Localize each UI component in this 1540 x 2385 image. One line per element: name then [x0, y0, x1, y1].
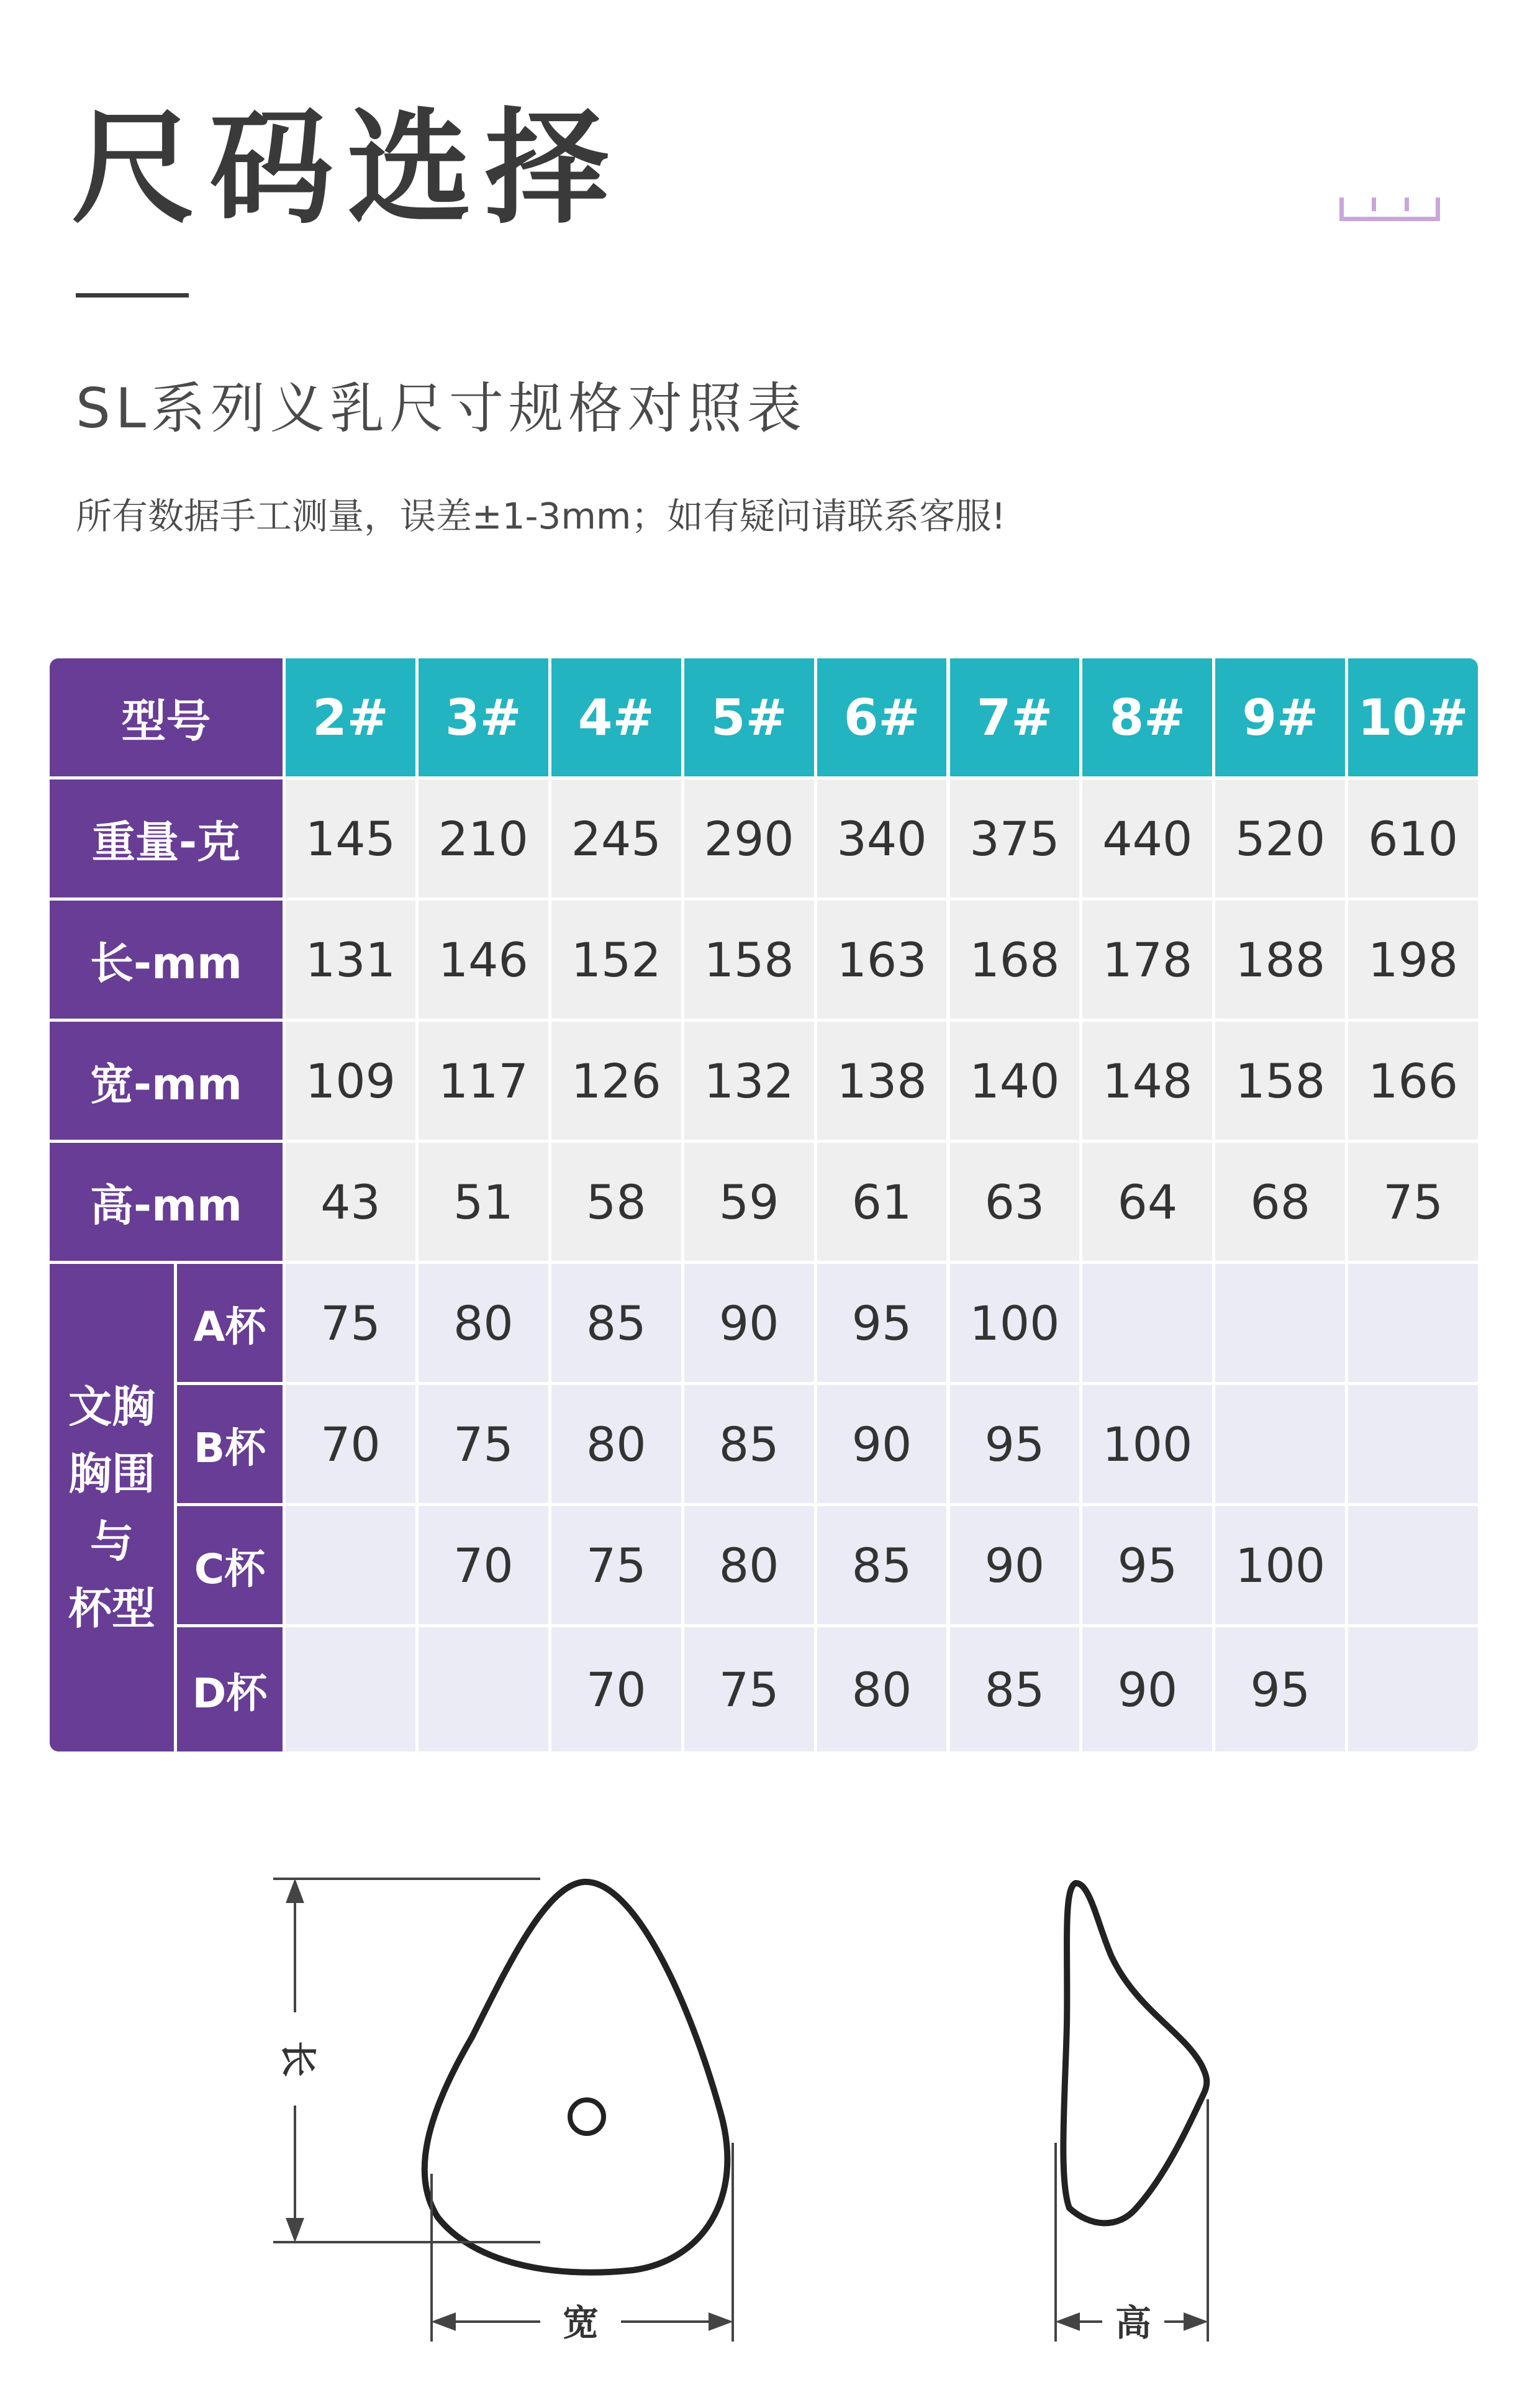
- table-cell: 70: [286, 1385, 415, 1503]
- length-label: 长: [277, 2040, 319, 2078]
- table-cell: 166: [1348, 1022, 1478, 1140]
- table-cell: 70: [551, 1627, 681, 1751]
- table-cell: 100: [950, 1264, 1080, 1382]
- table-cell: 95: [817, 1264, 947, 1382]
- table-cell: [1215, 1385, 1345, 1503]
- table-cell: 90: [684, 1264, 814, 1382]
- size-header: 2#: [286, 658, 415, 776]
- header-label: 型号: [50, 658, 283, 776]
- table-cell: 146: [419, 901, 548, 1019]
- table-cell: 75: [551, 1506, 681, 1624]
- cup-label: C杯: [177, 1506, 283, 1624]
- table-cell: 158: [1215, 1022, 1345, 1140]
- table-cell: 375: [950, 779, 1080, 897]
- table-cell: 85: [684, 1385, 814, 1503]
- table-cell: 95: [1082, 1506, 1212, 1624]
- table-cell: 198: [1348, 901, 1478, 1019]
- table-cell: 163: [817, 901, 947, 1019]
- side-view: [1063, 1883, 1207, 2223]
- table-cell: 152: [551, 901, 681, 1019]
- table-cell: 70: [419, 1506, 548, 1624]
- table-cell: 64: [1082, 1143, 1212, 1261]
- bra-group-label-line: 文胸: [68, 1381, 155, 1432]
- table-cell: 80: [551, 1385, 681, 1503]
- size-header: 4#: [551, 658, 681, 776]
- table-cell: 440: [1082, 779, 1212, 897]
- front-view: [425, 1882, 728, 2273]
- table-cell: [1082, 1264, 1212, 1382]
- table-cell: 610: [1348, 779, 1478, 897]
- table-cell: 58: [551, 1143, 681, 1261]
- prosthesis-front-outline: [425, 1882, 728, 2273]
- table-cell: 138: [817, 1022, 947, 1140]
- row-label: 长-mm: [50, 901, 283, 1019]
- table-cell: [286, 1627, 415, 1751]
- prosthesis-side-outline: [1063, 1883, 1207, 2223]
- table-cell: 59: [684, 1143, 814, 1261]
- table-cell: 178: [1082, 901, 1212, 1019]
- table-cell: 158: [684, 901, 814, 1019]
- table-cell: [1348, 1385, 1478, 1503]
- table-cell: 75: [1348, 1143, 1478, 1261]
- bra-group-label-line: 胸围: [68, 1448, 155, 1499]
- size-header: 8#: [1082, 658, 1212, 776]
- cup-label: A杯: [177, 1264, 283, 1382]
- table-cell: 117: [419, 1022, 548, 1140]
- title-underline: [76, 293, 188, 298]
- row-label: 重量-克: [50, 779, 283, 897]
- table-cell: 131: [286, 901, 415, 1019]
- table-cell: 85: [551, 1264, 681, 1382]
- table-cell: 95: [1215, 1627, 1345, 1751]
- table-cell: 340: [817, 779, 947, 897]
- table-cell: 95: [950, 1385, 1080, 1503]
- table-cell: 85: [950, 1627, 1080, 1751]
- table-cell: 61: [817, 1143, 947, 1261]
- table-cell: 75: [286, 1264, 415, 1382]
- table-cell: 75: [419, 1385, 548, 1503]
- table-cell: 290: [684, 779, 814, 897]
- table-cell: 68: [1215, 1143, 1345, 1261]
- size-header: 5#: [684, 658, 814, 776]
- bra-group-label-line: 与: [90, 1515, 134, 1567]
- table-cell: [1348, 1627, 1478, 1751]
- page-subtitle: SL系列义乳尺寸规格对照表: [76, 376, 807, 440]
- table-cell: 188: [1215, 901, 1345, 1019]
- table-cell: 210: [419, 779, 548, 897]
- table-cell: 90: [950, 1506, 1080, 1624]
- table-cell: 126: [551, 1022, 681, 1140]
- table-cell: 520: [1215, 779, 1345, 897]
- table-cell: 43: [286, 1143, 415, 1261]
- table-cell: [286, 1506, 415, 1624]
- table-cell: 80: [817, 1627, 947, 1751]
- table-cell: 140: [950, 1022, 1080, 1140]
- table-cell: 85: [817, 1506, 947, 1624]
- page-title: 尺码选择: [71, 96, 623, 241]
- ruler-icon: [1339, 198, 1440, 221]
- size-header: 6#: [817, 658, 947, 776]
- table-cell: [1348, 1264, 1478, 1382]
- table-cell: 80: [684, 1506, 814, 1624]
- size-header: 7#: [950, 658, 1080, 776]
- table-cell: 90: [817, 1385, 947, 1503]
- table-cell: 75: [684, 1627, 814, 1751]
- table-cell: 80: [419, 1264, 548, 1382]
- table-cell: [1215, 1264, 1345, 1382]
- table-cell: 100: [1082, 1385, 1212, 1503]
- table-cell: 63: [950, 1143, 1080, 1261]
- bra-group-label: [50, 1264, 174, 1751]
- height-label: 高: [1115, 2302, 1152, 2344]
- table-cell: 168: [950, 901, 1080, 1019]
- table-cell: 245: [551, 779, 681, 897]
- row-label: 高-mm: [50, 1143, 283, 1261]
- table-cell: 90: [1082, 1627, 1212, 1751]
- width-label: 宽: [562, 2302, 599, 2344]
- measurement-diagram: [0, 1851, 1540, 2385]
- cup-label: D杯: [177, 1627, 283, 1751]
- table-cell: 148: [1082, 1022, 1212, 1140]
- title-underline-dot: [180, 293, 189, 298]
- nipple-marker: [570, 2100, 604, 2133]
- table-cell: 132: [684, 1022, 814, 1140]
- table-cell: [419, 1627, 548, 1751]
- table-cell: 109: [286, 1022, 415, 1140]
- table-cell: 51: [419, 1143, 548, 1261]
- row-label: 宽-mm: [50, 1022, 283, 1140]
- table-cell: 100: [1215, 1506, 1345, 1624]
- cup-label: B杯: [177, 1385, 283, 1503]
- table-cell: 145: [286, 779, 415, 897]
- measurement-note: 所有数据手工测量，误差±1-3mm；如有疑问请联系客服!: [76, 495, 1006, 537]
- table-cell: [1348, 1506, 1478, 1624]
- size-header: 3#: [419, 658, 548, 776]
- size-header: 9#: [1215, 658, 1345, 776]
- size-header: 10#: [1348, 658, 1478, 776]
- size-table: [50, 658, 1478, 1748]
- bra-group-label-line: 杯型: [68, 1583, 155, 1634]
